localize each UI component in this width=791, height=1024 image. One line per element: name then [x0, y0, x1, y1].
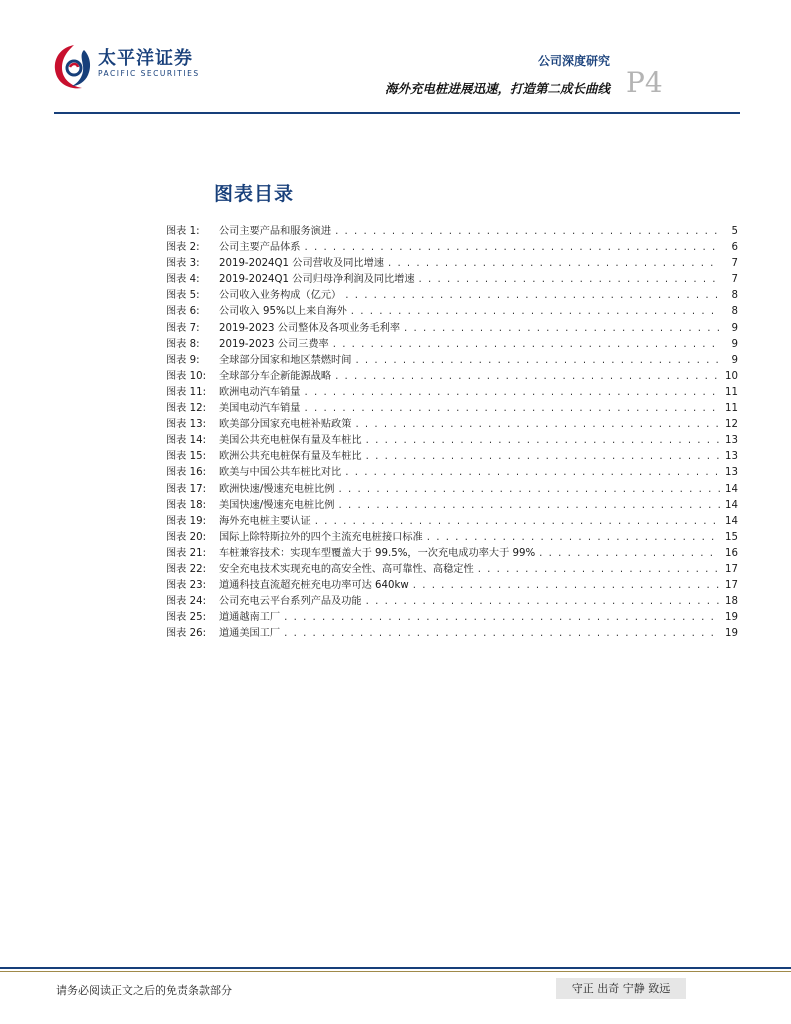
toc-entry[interactable]	[166, 530, 738, 546]
toc-dot-leader	[539, 546, 720, 562]
toc-entry-title: 道通美国工厂	[219, 628, 281, 640]
toc-entry[interactable]	[166, 449, 738, 465]
toc-entry-label: 图表 8:	[166, 338, 200, 350]
toc-entry-page: 13	[725, 467, 738, 479]
toc-entry-page: 7	[731, 274, 738, 286]
toc-entry-title: 公司充电云平台系列产品及功能	[219, 596, 362, 608]
toc-entry[interactable]	[166, 546, 738, 562]
toc-entry[interactable]	[166, 401, 738, 417]
toc-dot-leader	[413, 578, 720, 594]
toc-entry-page: 13	[725, 435, 738, 447]
toc-entry[interactable]	[166, 321, 738, 337]
toc-entry-label: 图表 21:	[166, 547, 207, 559]
toc-entry-title: 公司收入业务构成（亿元）	[219, 290, 342, 302]
toc-entry-page: 9	[731, 354, 738, 366]
toc-dot-leader	[339, 482, 721, 498]
toc-entry-page: 10	[725, 370, 738, 382]
toc-entry-label: 图表 15:	[166, 451, 207, 463]
toc-entry-page: 18	[725, 596, 738, 608]
toc-entry[interactable]	[166, 369, 738, 385]
toc-entry-label: 图表 23:	[166, 580, 207, 592]
toc-entry-title: 海外充电桩主要认证	[219, 515, 311, 527]
toc-entry-page: 9	[731, 338, 738, 350]
toc-entry[interactable]	[166, 594, 738, 610]
toc-entry[interactable]	[166, 256, 738, 272]
toc-entry-page: 9	[731, 322, 738, 334]
toc-entry-title: 欧洲电动汽车销量	[219, 386, 301, 398]
toc-entry[interactable]	[166, 385, 738, 401]
toc-entry-page: 5	[731, 226, 738, 237]
report-title: 海外充电桩进展迅速，打造第二成长曲线	[384, 81, 610, 96]
toc-entry-label: 图表 17:	[166, 483, 207, 495]
toc-entry-page: 11	[725, 403, 738, 415]
footer-divider-accent	[0, 971, 791, 972]
toc-entry-title: 欧美与中国公共车桩比对比	[219, 467, 342, 479]
toc-entry-label: 图表 4:	[166, 274, 200, 286]
toc-entry-title: 全球部分国家和地区禁燃时间	[219, 354, 352, 366]
toc-entry-page: 19	[725, 628, 738, 640]
toc-dot-leader	[335, 224, 720, 240]
footer-motto: 守正 出奇 宁静 致远	[556, 978, 686, 999]
toc-entry[interactable]	[166, 304, 738, 320]
toc-entry[interactable]	[166, 610, 738, 626]
toc-entry-page: 17	[725, 580, 738, 592]
toc-entry[interactable]	[166, 626, 738, 642]
report-type: 公司深度研究	[537, 54, 610, 68]
toc-dot-leader	[366, 594, 720, 610]
toc-entry-page: 7	[731, 258, 738, 270]
toc-entry[interactable]	[166, 465, 738, 481]
toc-dot-leader	[339, 498, 721, 514]
header-divider	[54, 112, 740, 114]
toc-dot-leader	[419, 272, 720, 288]
toc-entry-label: 图表 2:	[166, 242, 200, 254]
toc-entry[interactable]	[166, 353, 738, 369]
toc-entry-page: 13	[725, 451, 738, 463]
toc-entry-page: 15	[725, 531, 738, 543]
toc-entry-page: 14	[725, 483, 738, 495]
toc-entry-label: 图表 22:	[166, 563, 207, 575]
toc-entry-title: 欧洲快速/慢速充电桩比例	[219, 483, 335, 495]
toc-entry-label: 图表 24:	[166, 596, 207, 608]
toc-entry-page: 11	[725, 386, 738, 398]
page-number: P4	[626, 66, 663, 99]
toc-entry[interactable]	[166, 272, 738, 288]
toc-entry[interactable]	[166, 240, 738, 256]
toc-entry[interactable]	[166, 288, 738, 304]
toc-dot-leader	[333, 337, 720, 353]
toc-dot-leader	[351, 304, 720, 320]
table-of-figures	[166, 224, 738, 642]
toc-entry-title: 2019-2023 公司三费率	[219, 338, 329, 350]
toc-entry[interactable]	[166, 482, 738, 498]
toc-dot-leader	[345, 465, 720, 481]
toc-entry-title: 公司主要产品和服务演进	[219, 226, 332, 237]
toc-entry-label: 图表 26:	[166, 628, 207, 640]
pacific-securities-logo-icon	[50, 42, 94, 92]
toc-dot-leader	[305, 240, 721, 256]
toc-dot-leader	[355, 353, 720, 369]
toc-dot-leader	[305, 401, 721, 417]
toc-entry[interactable]	[166, 562, 738, 578]
toc-entry-page: 17	[725, 563, 738, 575]
toc-entry-label: 图表 6:	[166, 306, 200, 318]
toc-entry-title: 道通越南工厂	[219, 612, 281, 624]
toc-entry[interactable]	[166, 433, 738, 449]
toc-dot-leader	[284, 626, 720, 642]
toc-entry-page: 14	[725, 515, 738, 527]
toc-entry-title: 全球部分车企新能源战略	[219, 370, 332, 382]
toc-entry[interactable]	[166, 578, 738, 594]
toc-entry[interactable]	[166, 224, 738, 240]
toc-entry[interactable]	[166, 498, 738, 514]
toc-entry-title: 美国电动汽车销量	[219, 403, 301, 415]
toc-dot-leader	[404, 321, 720, 337]
toc-dot-leader	[284, 610, 720, 626]
toc-entry-title: 公司主要产品体系	[219, 242, 301, 254]
toc-entry-title: 2019-2024Q1 公司营收及同比增速	[219, 258, 384, 270]
toc-entry-label: 图表 25:	[166, 612, 207, 624]
toc-entry-title: 国际上除特斯拉外的四个主流充电桩接口标准	[219, 531, 423, 543]
toc-dot-leader	[366, 449, 720, 465]
toc-entry-title: 欧美部分国家充电桩补贴政策	[219, 419, 352, 431]
toc-entry-label: 图表 7:	[166, 322, 200, 334]
toc-entry-label: 图表 18:	[166, 499, 207, 511]
company-logo	[50, 42, 210, 94]
toc-entry-page: 12	[725, 419, 738, 431]
toc-dot-leader	[315, 514, 720, 530]
toc-entry-page: 14	[725, 499, 738, 511]
logo-english-name: PACIFIC SECURITIES	[98, 69, 200, 78]
toc-dot-leader	[335, 369, 720, 385]
toc-entry-title: 2019-2023 公司整体及各项业务毛利率	[219, 322, 401, 334]
toc-dot-leader	[355, 417, 720, 433]
toc-entry-label: 图表 13:	[166, 419, 207, 431]
toc-entry[interactable]	[166, 417, 738, 433]
toc-dot-leader	[305, 385, 721, 401]
toc-entry-label: 图表 16:	[166, 467, 207, 479]
toc-entry-label: 图表 14:	[166, 435, 207, 447]
toc-entry-title: 美国快速/慢速充电桩比例	[219, 499, 335, 511]
toc-dot-leader	[427, 530, 720, 546]
toc-entry-page: 8	[731, 290, 738, 302]
toc-entry[interactable]	[166, 514, 738, 530]
toc-entry-label: 图表 19:	[166, 515, 207, 527]
toc-entry-label: 图表 3:	[166, 258, 200, 270]
toc-dot-leader	[345, 288, 720, 304]
toc-entry-title: 车桩兼容技术：实现车型覆盖大于 99.5%，一次充电成功率大于 99%	[219, 547, 536, 559]
toc-entry-label: 图表 20:	[166, 531, 207, 543]
toc-entry-title: 美国公共充电桩保有量及车桩比	[219, 435, 362, 447]
toc-entry-label: 图表 12:	[166, 403, 207, 415]
toc-entry-label: 图表 10:	[166, 370, 207, 382]
toc-heading: 图表目录	[214, 183, 295, 205]
toc-entry-title: 欧洲公共充电桩保有量及车桩比	[219, 451, 362, 463]
toc-entry-title: 公司收入 95%以上来自海外	[219, 306, 347, 318]
footer-disclaimer: 请务必阅读正文之后的免责条款部分	[56, 984, 232, 997]
toc-entry[interactable]	[166, 337, 738, 353]
toc-entry-page: 8	[731, 306, 738, 318]
toc-dot-leader	[388, 256, 720, 272]
toc-entry-page: 19	[725, 612, 738, 624]
toc-entry-page: 16	[725, 547, 738, 559]
toc-dot-leader	[366, 433, 720, 449]
toc-entry-title: 安全充电技术实现充电的高安全性、高可靠性、高稳定性	[219, 563, 474, 575]
footer-divider	[0, 967, 791, 969]
toc-entry-title: 2019-2024Q1 公司归母净利润及同比增速	[219, 274, 415, 286]
toc-entry-label: 图表 5:	[166, 290, 200, 302]
toc-entry-label: 图表 11:	[166, 386, 207, 398]
toc-entry-label: 图表 9:	[166, 354, 200, 366]
toc-dot-leader	[478, 562, 720, 578]
toc-entry-page: 6	[731, 242, 738, 254]
toc-entry-label: 图表 1:	[166, 226, 200, 237]
logo-chinese-name: 太平洋证券	[98, 48, 193, 69]
toc-entry-title: 道通科技直流超充桩充电功率可达 640kw	[219, 580, 409, 592]
